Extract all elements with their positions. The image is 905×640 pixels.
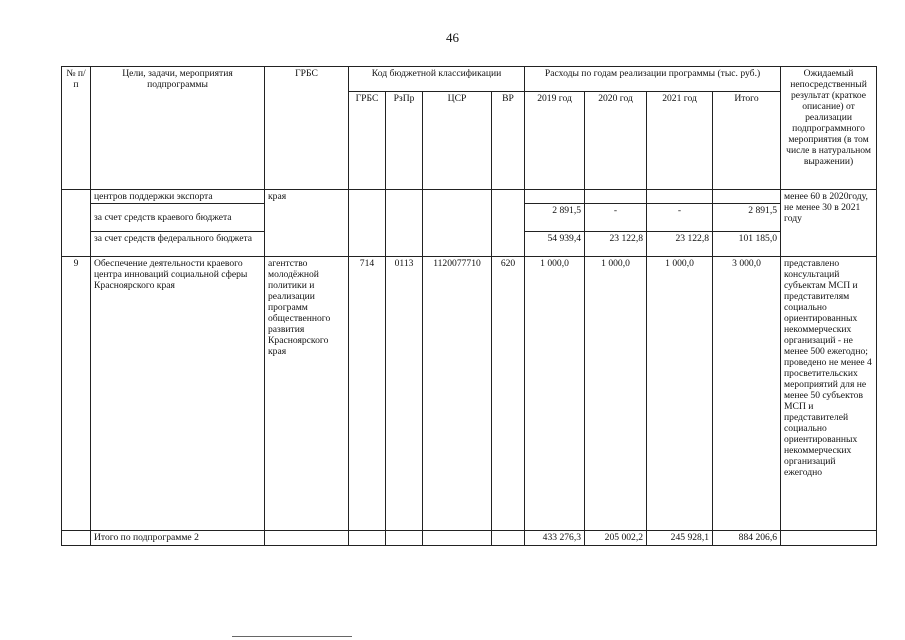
item9-2020: 1 000,0 (585, 257, 647, 531)
table-row (62, 257, 877, 531)
code-grbs: 714 (349, 257, 386, 531)
regional-2019: 2 891,5 (525, 204, 585, 232)
grbs-cell: агентство молодёжной политики и реализации программ общественного развития Красноярского края (265, 257, 349, 531)
federal-total: 101 185,0 (713, 232, 781, 257)
page-number: 46 (446, 30, 459, 45)
code-csr: 1120077710 (423, 257, 492, 531)
code-vr: 620 (492, 257, 525, 531)
header-budget-classification: Код бюджетной классификации (349, 67, 525, 92)
grbs-cell: края (265, 190, 349, 257)
subheader-grbs: ГРБС (349, 92, 386, 190)
budget-table (61, 66, 877, 546)
subheader-2021: 2021 год (647, 92, 713, 190)
header-expenses: Расходы по годам реализации программы (тыс. руб.) (525, 67, 781, 92)
total-label: Итого по подпрограмме 2 (91, 531, 265, 546)
federal-2021: 23 122,8 (647, 232, 713, 257)
header-goals: Цели, задачи, мероприятия подпрограммы (91, 67, 265, 190)
goal-cell: центров поддержки экспорта (91, 190, 265, 204)
item9-total: 3 000,0 (713, 257, 781, 531)
table-total-row (62, 531, 877, 546)
subheader-2020: 2020 год (585, 92, 647, 190)
subheader-total: Итого (713, 92, 781, 190)
subheader-csr: ЦСР (423, 92, 492, 190)
regional-2021: - (647, 204, 713, 232)
item9-2019: 1 000,0 (525, 257, 585, 531)
total-sum: 884 206,6 (713, 531, 781, 546)
goal-cell: Обеспечение деятельности краевого центра инноваций социальной сферы Красноярского края (91, 257, 265, 531)
header-expected-result: Ожидаемый непосредственный результат (краткое описание) от реализации подпрограммного мероприятия (в том числе в натуральном выражении) (781, 67, 877, 190)
item-number: 9 (62, 257, 91, 531)
table-row (62, 190, 877, 204)
header-grbs: ГРБС (265, 67, 349, 190)
subheader-rzpr: РзПр (386, 92, 423, 190)
result-cell: менее 60 в 2020году, не менее 30 в 2021 году (781, 190, 877, 257)
total-2021: 245 928,1 (647, 531, 713, 546)
total-2020: 205 002,2 (585, 531, 647, 546)
bottom-divider (232, 636, 352, 637)
regional-budget-label: за счет средств краевого бюджета (91, 204, 265, 232)
subheader-vr: ВР (492, 92, 525, 190)
header-num: № п/п (62, 67, 91, 190)
regional-2020: - (585, 204, 647, 232)
federal-2019: 54 939,4 (525, 232, 585, 257)
subheader-2019: 2019 год (525, 92, 585, 190)
code-rzpr: 0113 (386, 257, 423, 531)
result-cell: представлено консультаций субъектам МСП и представителям социально ориентированных некоммерческих организаций - не менее 500 ежегодно; проведено не менее 4 просветительских мероприятий для не менее 50 субъектов МСП и представителей социально ориентированных некоммерческих организаций ежегодно (781, 257, 877, 531)
federal-budget-label: за счет средств федерального бюджета (91, 232, 265, 257)
item9-2021: 1 000,0 (647, 257, 713, 531)
table-header-row (62, 67, 877, 92)
total-2019: 433 276,3 (525, 531, 585, 546)
regional-total: 2 891,5 (713, 204, 781, 232)
federal-2020: 23 122,8 (585, 232, 647, 257)
